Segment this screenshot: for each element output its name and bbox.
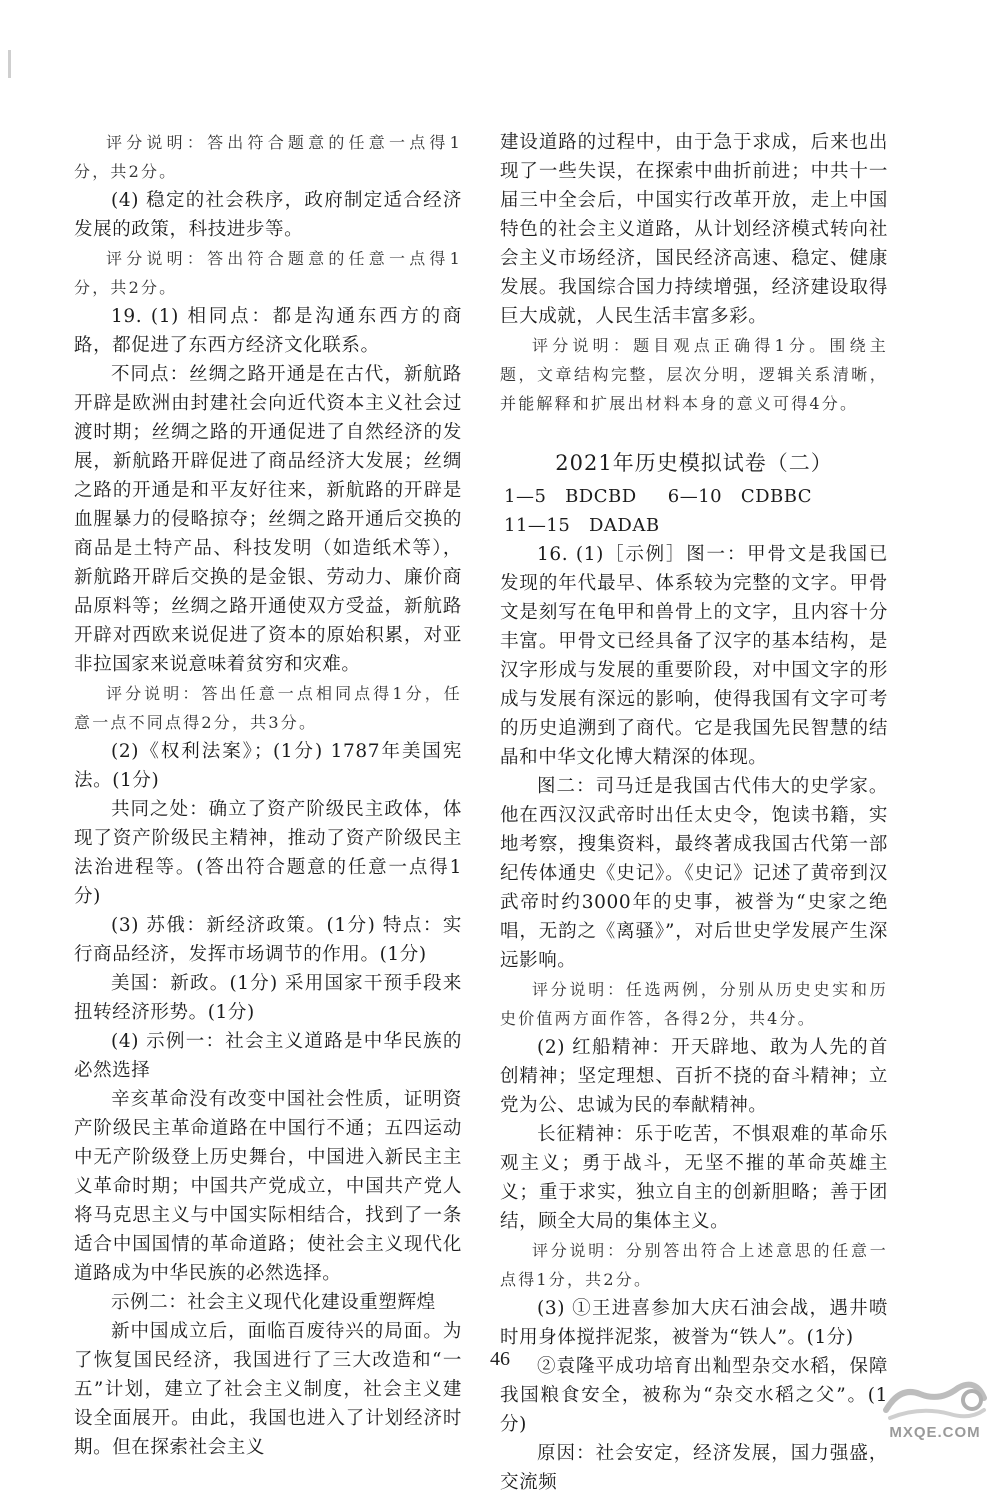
answer-paragraph: (3) 苏俄：新经济政策。(1分) 特点：实行商品经济，发挥市场调节的作用。(1分) bbox=[74, 915, 462, 965]
scan-artifact bbox=[8, 50, 11, 78]
answer-paragraph: 新中国成立后，面临百废待兴的局面。为了恢复国民经济，我国进行了三大改造和“一五”计划，建立了社会主义制度，社会主义建设全面展开。由此，我国也进入了计划经济时期。但在探索社会主义 bbox=[74, 1321, 462, 1458]
answer-paragraph: 辛亥革命没有改变中国社会性质，证明资产阶级民主革命道路在中国行不通；五四运动中无产阶级登上历史舞台，中国进入新民主主义革命时期；中国共产党成立，中国共产党人将马克思主义与中国实际相结合，找到了一条适合中国国情的革命道路；使社会主义现代化道路成为中华民族的必然选择。 bbox=[74, 1089, 462, 1284]
answer-value: CDBBC bbox=[740, 486, 813, 507]
answer-paragraph: 图二：司马迁是我国古代伟大的史学家。他在西汉汉武帝时出任太史令，饱读书籍，实地考察，搜集资料，最终著成我国古代第一部纪传体通史《史记》。《史记》记述了黄帝到汉武帝时约3000年的史事，被誉为“史家之绝唱，无韵之《离骚》”，对后世史学发展产生深远影响。 bbox=[500, 776, 888, 971]
answer-paragraph: 建设道路的过程中，由于急于求成，后来也出现了一些失误，在探索中曲折前进；中共十一届三中全会后，中国实行改革开放，走上中国特色的社会主义道路，从计划经济模式转向社会主义市场经济，国民经济高速、稳定、健康发展。我国综合国力持续增强，经济建设取得巨大成就，人民生活丰富多彩。 bbox=[500, 132, 888, 327]
grading-note: 评分说明：答出符合题意的任意一点得1分，共2分。 bbox=[74, 133, 462, 181]
answer-paragraph: 共同之处：确立了资产阶级民主政体，体现了资产阶级民主精神，推动了资产阶级民主法治进程等。(答出符合题意的任意一点得1分) bbox=[74, 799, 462, 907]
grading-note: 评分说明：分别答出符合上述意思的任意一点得1分，共2分。 bbox=[500, 1241, 888, 1289]
answer-paragraph: 美国：新政。(1分) 采用国家干预手段来扭转经济形势。(1分) bbox=[74, 973, 462, 1023]
answer-paragraph: (4) 示例一：社会主义道路是中华民族的必然选择 bbox=[74, 1031, 462, 1081]
left-column bbox=[74, 128, 462, 1462]
answer-paragraph: (4) 稳定的社会秩序，政府制定适合经济发展的政策，科技进步等。 bbox=[74, 190, 462, 240]
grading-note: 评分说明：题目观点正确得1分。围绕主题，文章结构完整，层次分明，逻辑关系清晰，并能解释和扩展出材料本身的意义可得4分。 bbox=[500, 336, 888, 413]
grading-note: 评分说明：答出任意一点相同点得1分，任意一点不同点得2分，共3分。 bbox=[74, 684, 462, 732]
answers-line-2 bbox=[500, 511, 888, 540]
answer-paragraph: 16. (1)［示例］图一：甲骨文是我国已发现的年代最早、体系较为完整的文字。甲骨文是刻写在龟甲和兽骨上的文字，且内容十分丰富。甲骨文已经具备了汉字的基本结构，是汉字形成与发展的重要阶段，对中国文字的形成与发展有深远的影响，使得我国有文字可考的历史追溯到了商代。它是我国先民智慧的结晶和中华文化博大精深的体现。 bbox=[500, 544, 888, 768]
answer-value: BDCBD bbox=[565, 486, 637, 507]
right-column bbox=[500, 128, 888, 1497]
answer-paragraph: 19. (1) 相同点：都是沟通东西方的商路，都促进了东西方经济文化联系。 bbox=[74, 306, 462, 356]
answer-paragraph: (3) ①王进喜参加大庆石油会战，遇井喷时用身体搅拌泥浆，被誉为“铁人”。(1分) bbox=[500, 1298, 888, 1348]
answers-line-1 bbox=[500, 482, 888, 511]
watermark-logo-icon bbox=[880, 1380, 990, 1424]
answer-paragraph: 示例二：社会主义现代化建设重塑辉煌 bbox=[111, 1292, 436, 1313]
grading-note: 评分说明：任选两例，分别从历史史实和历史价值两方面作答，各得2分，共4分。 bbox=[500, 980, 888, 1028]
answer-paragraph: 原因：社会安定，经济发展，国力强盛，交流频 bbox=[500, 1443, 888, 1493]
right-column-top bbox=[500, 128, 888, 418]
answer-paragraph: 不同点：丝绸之路开通是在古代，新航路开辟是欧洲由封建社会向近代资本主义社会过渡时期；丝绸之路的开通促进了自然经济的发展，新航路开辟促进了商品经济大发展；丝绸之路的开通是和平友好往来，新航路的开辟是血腥暴力的侵略掠夺；丝绸之路开通后交换的商品是土特产品、科技发明（如造纸术等），新航路开辟后交换的是金银、劳动力、廉价商品原料等；丝绸之路开通使双方受益，新航路开辟对西欧来说促进了资本的原始积累，对亚非拉国家来说意味着贫穷和灾难。 bbox=[74, 364, 462, 675]
answer-paragraph: (2) 红船精神：开天辟地、敢为人先的首创精神；坚定理想、百折不挠的奋斗精神；立党为公、忠诚为民的奉献精神。 bbox=[500, 1037, 888, 1116]
answer-range: 11—15 bbox=[504, 515, 571, 536]
watermark-url: MXQE.COM bbox=[889, 1424, 981, 1441]
answer-value: DADAB bbox=[588, 515, 660, 536]
page-number: 46 bbox=[490, 1348, 510, 1370]
answer-paragraph: (2)《权利法案》；(1分) 1787年美国宪法。(1分) bbox=[74, 741, 462, 791]
grading-note: 评分说明：答出符合题意的任意一点得1分，共2分。 bbox=[74, 249, 462, 297]
answer-range: 1—5 bbox=[504, 486, 547, 507]
answer-paragraph: 长征精神：乐于吃苦，不惧艰难的革命乐观主义；勇于战斗，无坚不摧的革命英雄主义；重于求实，独立自主的创新胆略；善于团结，顾全大局的集体主义。 bbox=[500, 1124, 888, 1232]
answer-range: 6—10 bbox=[667, 486, 723, 507]
watermark bbox=[880, 1380, 990, 1448]
answer-paragraph: ②袁隆平成功培育出籼型杂交水稻，保障我国粮食安全，被称为“杂交水稻之父”。(1分) bbox=[500, 1356, 888, 1435]
section-title: 2021年历史模拟试卷（二） bbox=[555, 451, 833, 475]
